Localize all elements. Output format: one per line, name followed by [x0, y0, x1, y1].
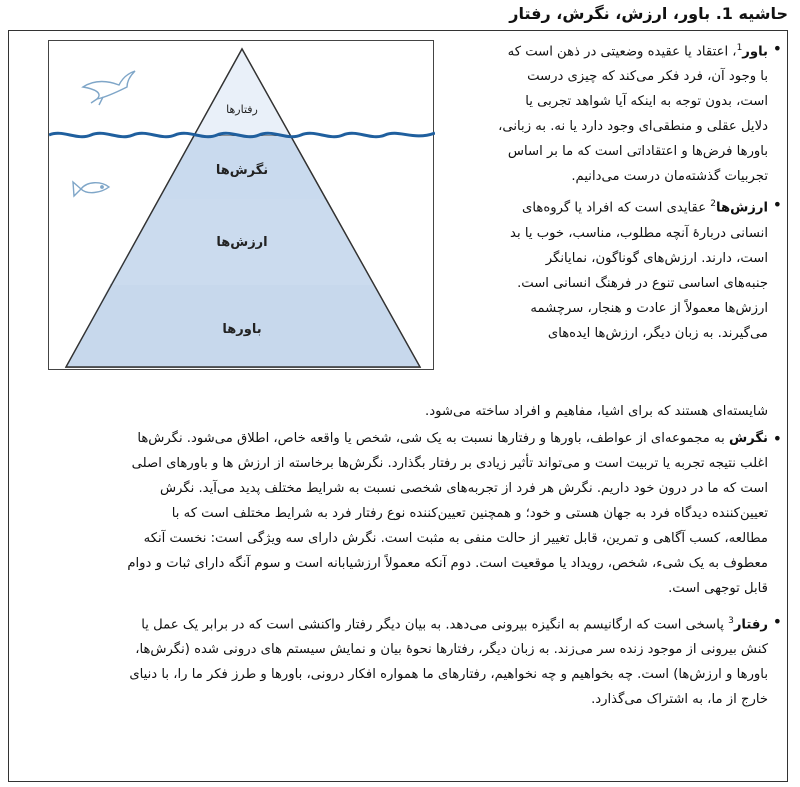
attitude-line: اغلب نتیجه تجربه یا تربیت است و می‌تواند تأثیر زیادی بر رفتار بگذارد. نگرش‌ها برخاسته از ارزش ها و باورهای اصلی [131, 456, 768, 471]
term-attitude: نگرش [728, 431, 768, 446]
values-line: انسانی دربارهٔ آنچه مطلوب، مناسب، خوب یا بد [510, 225, 768, 241]
values-last-line: شایسته‌ای هستند که برای اشیا، مفاهیم و افراد ساخته می‌شود. [425, 404, 768, 419]
belief-line: باورها فرض‌ها و اعتقاداتی است که ما بر اساس [507, 144, 768, 160]
bird-icon [83, 71, 135, 105]
pyramid-top-section [194, 49, 290, 136]
values-line: است، دارند. ارزش‌های گوناگون، نمایانگر [545, 250, 768, 266]
belief-line: دلایل عقلی و منطقی‌ای وجود دارد یا نه. به زبانی، [498, 119, 768, 135]
attitude-line: معطوف به یک شیء، شخص، رویداد یا موقعیت است. دوم آنکه معمولاً ارزشیابانه است و سوم آنگه دارای ثبات و دوام [127, 556, 768, 571]
footnote-mark-1: 1 [736, 43, 743, 53]
belief-line: با وجود آن، فرد فکر می‌کند که چیزی درست [527, 69, 768, 85]
list-item-behavior [12, 609, 782, 712]
behavior-line: کنش بیرونی از موجود زنده سر می‌زند. به زبان دیگر، رفتارها نحوهٔ بیان و نمایش سیستم های درونی شده (نگرش‌ها، [135, 642, 768, 658]
iceberg-pyramid-figure [48, 40, 434, 370]
fish-icon [73, 182, 109, 196]
behavior-line: خارج از ما، به اشتراک می‌گذارد. [591, 692, 768, 708]
pyramid-label-values: ارزش‌ها [216, 235, 268, 250]
behavior-line: باورها و ارزش‌ها) است. چه بخواهیم و چه نخواهیم، رفتارهای ما همواره افکار درونی، باورها و طرز فکر ما را، با دنیای [129, 667, 768, 683]
attitude-line: تعیین‌کننده دیدگاه فرد به جهان هستی و خود؛ و همچنین تعیین‌کننده نوع رفتار فرد به شرایط مختلف است که با [171, 506, 768, 521]
box-title: حاشیه 1. باور، ارزش، نگرش، رفتار [509, 4, 788, 23]
term-values: ارزش‌ها [716, 200, 768, 216]
wide-column [12, 426, 782, 712]
attitude-line: است که ما در درون خود داریم. نگرش هر فرد از تجربه‌های شخصی نسبت به شرایط مختلف پدید می‌آید. نگرش [159, 481, 768, 496]
belief-line: است، بدون توجه به اینکه آیا شواهد تجربی یا [525, 94, 768, 110]
pyramid-label-beliefs: باورها [222, 322, 262, 337]
list-item-values [442, 192, 782, 345]
pyramid-diagram [49, 41, 435, 371]
pyramid-label-behaviors: رفتارها [226, 103, 258, 116]
list-item-attitude [12, 426, 782, 601]
footnote-mark-3: 3 [728, 616, 734, 626]
attitude-line: به مجموعه‌ای از عواطف، باورها و رفتارها نسبت به یک شی، شخص یا واقعه خاص، اطلاق می‌شود. نگرش‌ها [137, 431, 729, 446]
belief-line: ، اعتقاد یا عقیده وضعیتی در ذهن است که [507, 44, 737, 60]
belief-line: تجربیات گذشته‌مان درست می‌دانیم. [571, 169, 768, 185]
values-line: جنبه‌های اساسی تنوع در فرهنگ انسانی است. [517, 275, 768, 291]
list-item-belief [442, 36, 782, 189]
behavior-line: پاسخی است که ارگانیسم به انگیزه بیرونی می‌دهد. به بیان دیگر رفتار واکنشی است که در برابر یک عمل یا [141, 617, 729, 633]
term-behavior: رفتار [733, 617, 768, 633]
attitude-line: مطالعه، کسب آگاهی و تمرین، قابل تغییر از حالت منفی به مثبت است. نگرش دارای سه ویژگی است: نخست آنکه [143, 531, 768, 546]
values-line: عقایدی است که افراد یا گروه‌های [522, 200, 711, 216]
values-line: می‌گیرند. به زبان دیگر، ارزش‌ها ایده‌های [547, 325, 768, 341]
attitude-line: قابل توجهی است. [668, 581, 768, 596]
footnote-mark-2: 2 [710, 199, 716, 210]
pyramid-label-attitudes: نگرش‌ها [215, 163, 269, 178]
narrow-column [442, 36, 782, 346]
values-line: ارزش‌ها معمولاً از عادت و هنجار، سرچشمه [530, 300, 768, 316]
term-belief: باور [742, 44, 768, 60]
